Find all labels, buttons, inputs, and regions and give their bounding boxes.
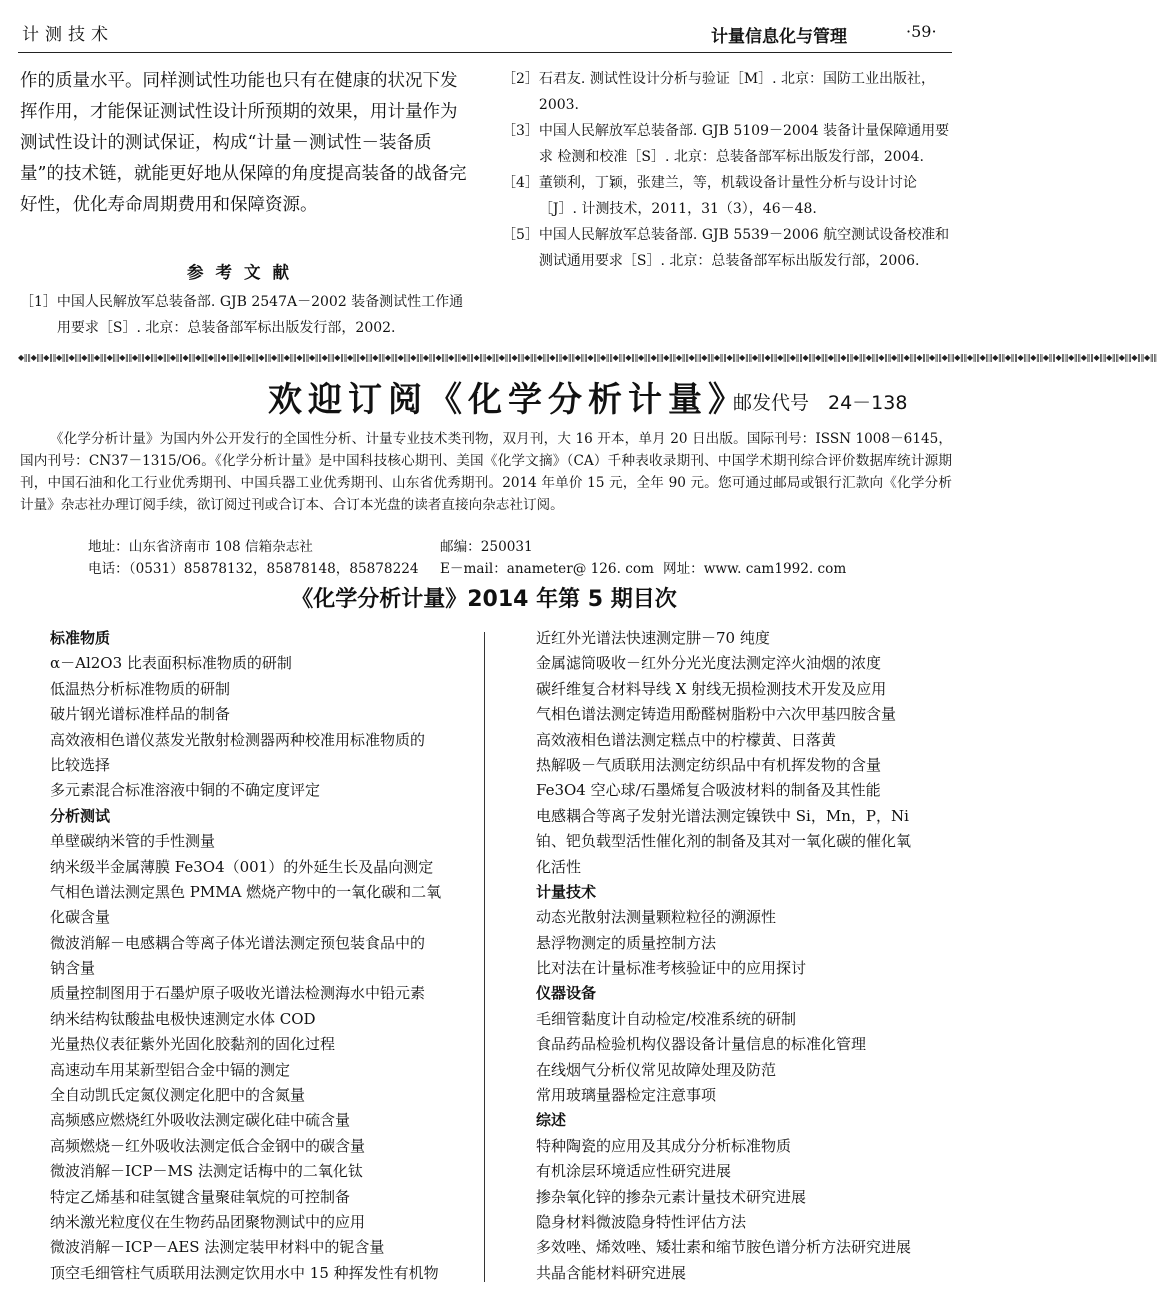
toc-section-heading: 标准物质: [50, 629, 111, 647]
toc-entry: 常用玻璃量器检定注意事项: [536, 1086, 717, 1105]
toc-entry: 气相色谱法测定黑色 PMMA 燃烧产物中的一氧化碳和二氧: [50, 882, 442, 901]
toc-entry: 微波消解－ICP－AES 法测定装甲材料中的铌含量: [50, 1238, 385, 1257]
toc-entry: 光量热仪表征紫外光固化胶黏剂的固化过程: [50, 1035, 336, 1054]
ad-zipcode: 邮编：250031: [440, 539, 533, 555]
toc-entry: 纳米结构钛酸盐电极快速测定水体 COD: [50, 1009, 316, 1028]
toc-section-heading: 分析测试: [50, 806, 111, 825]
toc-entry: 隐身材料微波隐身特性评估方法: [536, 1212, 747, 1231]
reference-item: [502, 118, 952, 170]
toc-entry: 高频感应燃烧红外吸收法测定碳化硅中硫含量: [50, 1111, 351, 1130]
ad-email[interactable]: E－mail：anameter@ 126. com: [440, 561, 654, 577]
toc-entry: 微波消解－电感耦合等离子体光谱法测定预包装食品中的: [50, 933, 426, 952]
toc-entry: 近红外光谱法快速测定肼－70 纯度: [536, 629, 770, 647]
ad-website[interactable]: 网址：www. cam1992. com: [663, 561, 847, 577]
running-head-section: 计量信息化与管理: [711, 27, 847, 47]
toc-title: 《化学分析计量》2014 年第 5 期目次: [291, 587, 677, 612]
article-closing-paragraph: 作的质量水平。同样测试性功能也只有在健康的状况下发挥作用，才能保证测试性设计所预期的效果，用计量作为测试性设计的测试保证，构成“计量－测试性－装备质量”的技术链，就能更好地从保障的角度提高装备的战备完好性，优化寿命周期费用和保障资源。: [20, 71, 467, 215]
reference-number: ［5］: [502, 227, 539, 243]
toc-entry: 比较选择: [50, 755, 111, 774]
toc-entry: 低温热分析标准物质的研制: [50, 679, 231, 698]
reference-item: [20, 289, 468, 341]
toc-entry: 毛细管黏度计自动检定/校准系统的研制: [536, 1009, 797, 1028]
toc-entry: 化活性: [536, 857, 582, 876]
toc-entry: 特种陶瓷的应用及其成分分析标准物质: [536, 1136, 792, 1155]
toc-entry: α－Al2O3 比表面积标准物质的研制: [50, 654, 292, 673]
toc-entry: 气相色谱法测定铸造用酚醛树脂粉中六次甲基四胺含量: [536, 705, 897, 724]
toc-section-heading: 综述: [536, 1111, 567, 1130]
toc-section-heading: 计量技术: [536, 882, 597, 901]
reference-item: [502, 222, 952, 274]
toc-entry: 动态光散射法测量颗粒粒径的溯源性: [536, 908, 777, 927]
reference-item: [502, 170, 952, 222]
ad-postal-code: 邮发代号 24－138: [733, 392, 908, 414]
toc-entry: 钠含量: [50, 959, 96, 978]
toc-entry: 在线烟气分析仪常见故障处理及防范: [536, 1060, 777, 1079]
toc-entry: 有机涂层环境适应性研究进展: [536, 1162, 732, 1181]
toc-section-heading: 仪器设备: [536, 984, 597, 1003]
ad-title: 欢迎订阅《化学分析计量》: [268, 380, 748, 420]
toc-entry: 电感耦合等离子发射光谱法测定镍铁中 Si，Mn，P，Ni: [536, 806, 909, 825]
article-right-column: [502, 66, 952, 274]
toc-entry: 化碳含量: [50, 908, 111, 927]
reference-text: 石君友. 测试性设计分析与验证［M］. 北京：国防工业出版社，2003.: [538, 71, 936, 113]
toc-entry: 单壁碳纳米管的手性测量: [50, 832, 216, 851]
toc-entry: 高效液相色谱仪蒸发光散射检测器两种校准用标准物质的: [50, 730, 426, 749]
toc-entry: 共晶含能材料研究进展: [536, 1263, 687, 1282]
toc-entry: 高速动车用某新型铝合金中镉的测定: [50, 1060, 291, 1079]
toc-entry: 特定乙烯基和硅氢键含量聚硅氧烷的可控制备: [50, 1187, 351, 1206]
toc-entry: 掺杂氧化锌的掺杂元素计量技术研究进展: [536, 1187, 807, 1206]
reference-text: 中国人民解放军总装备部. GJB 2547A－2002 装备测试性工作通用要求［S］. 北京：总装备部军标出版发行部，2002.: [56, 294, 464, 336]
ad-address: 地址：山东省济南市 108 信箱杂志社: [88, 539, 313, 555]
toc-entry: 多元素混合标准溶液中铜的不确定度评定: [50, 781, 321, 800]
toc-right-column: [536, 626, 956, 1286]
toc-entry: 比对法在计量标准考核验证中的应用探讨: [536, 959, 807, 978]
reference-number: ［4］: [502, 175, 539, 191]
toc-entry: 纳米激光粒度仪在生物药品团聚物测试中的应用: [50, 1212, 366, 1231]
toc-entry: 质量控制图用于石墨炉原子吸收光谱法检测海水中铅元素: [50, 984, 426, 1003]
toc-entry: 金属滤筒吸收－红外分光光度法测定淬火油烟的浓度: [536, 654, 882, 673]
reference-text: 中国人民解放军总装备部. GJB 5539－2006 航空测试设备校准和测试通用要求［S］. 北京：总装备部军标出版发行部，2006.: [538, 227, 950, 269]
ad-phone: 电话：（0531）85878132，85878148，85878224: [88, 561, 419, 577]
toc-left-column: [50, 626, 470, 1286]
toc-entry: 悬浮物测定的质量控制方法: [536, 933, 717, 952]
ornamental-divider: ◆‖‖◆‖‖◆‖‖◆‖‖◆‖‖◆‖‖◆‖‖◆‖‖◆‖‖◆‖‖◆‖‖◆‖‖◆‖‖◆‖‖◆‖‖◆‖‖◆‖‖◆‖‖◆‖‖◆‖‖◆‖‖◆‖‖◆‖‖◆‖‖◆‖‖◆‖‖◆‖‖◆‖‖◆‖‖◆‖‖◆‖‖◆‖‖◆‖‖◆‖‖◆‖‖◆‖‖◆‖‖◆‖‖◆‖‖◆‖‖◆‖‖◆‖‖◆‖‖◆‖‖◆‖‖◆‖‖◆‖‖◆‖‖◆‖‖◆‖‖◆‖‖◆‖‖◆‖‖◆‖‖◆‖‖◆‖‖◆‖‖◆‖‖◆‖‖◆‖‖◆‖‖◆‖‖◆‖‖◆‖‖◆‖‖◆‖‖◆‖‖◆‖‖◆‖‖◆‖‖◆‖‖◆‖‖◆‖‖◆‖‖◆‖‖◆‖‖◆‖‖◆‖‖◆‖‖◆‖‖◆‖‖◆‖‖◆‖‖◆‖‖◆‖‖◆‖‖◆‖‖◆‖‖◆‖‖◆‖‖: [18, 353, 1157, 362]
toc-entry: 食品药品检验机构仪器设备计量信息的标准化管理: [536, 1035, 867, 1054]
toc-entry: 全自动凯氏定氮仪测定化肥中的含氮量: [50, 1086, 306, 1105]
toc-entry: 纳米级半金属薄膜 Fe3O4（001）的外延生长及晶向测定: [50, 857, 434, 876]
reference-item: [502, 66, 952, 118]
toc-entry: Fe3O4 空心球/石墨烯复合吸波材料的制备及其性能: [536, 781, 881, 800]
reference-number: ［3］: [502, 123, 539, 139]
toc-entry: 微波消解－ICP－MS 法测定话梅中的二氧化钛: [50, 1162, 363, 1181]
toc-entry: 多效唑、烯效唑、矮壮素和缩节胺色谱分析方法研究进展: [536, 1238, 912, 1257]
ad-body: 《化学分析计量》为国内外公开发行的全国性分析、计量专业技术类刊物，双月刊，大 16 开本，单月 20 日出版。国际刊号：ISSN 1008－6145，国内刊号：CN37－1315/O6。《化学分析计量》是中国科技核心期刊、美国《化学文摘》（CA）千种表收录期刊、中国学术期刊综合评价数据库统计源期刊，中国石油和化工行业优秀期刊、中国兵器工业优秀期刊、山东省优秀期刊。2014 年单价 15 元，全年 90 元。您可通过邮局或银行汇款向《化学分析计量》杂志社办理订阅手续，欲订阅过刊或合订本、合订本光盘的读者直接向杂志社订阅。: [20, 431, 952, 513]
toc-column-divider: [484, 632, 485, 1282]
running-head-journal: 计测技术: [22, 25, 114, 45]
toc-entry: 高频燃烧－红外吸收法测定低合金钢中的碳含量: [50, 1136, 366, 1155]
toc-entry: 顶空毛细管柱气质联用法测定饮用水中 15 种挥发性有机物: [50, 1263, 439, 1282]
header-rule: [18, 52, 952, 53]
toc-entry: 铂、钯负载型活性催化剂的制备及其对一氧化碳的催化氧: [536, 832, 912, 851]
page-number: ·59·: [906, 22, 937, 41]
toc-entry: 热解吸－气质联用法测定纺织品中有机挥发物的含量: [536, 755, 882, 774]
references-heading: 参考文献: [187, 263, 301, 282]
toc-entry: 碳纤维复合材料导线 X 射线无损检测技术开发及应用: [536, 679, 887, 698]
reference-number: ［2］: [502, 71, 539, 87]
article-left-column: [20, 66, 468, 341]
toc-entry: 高效液相色谱法测定糕点中的柠檬黄、日落黄: [536, 730, 837, 749]
reference-number: ［1］: [20, 294, 57, 310]
reference-text: 董锁利，丁颖，张建兰，等，机载设备计量性分析与设计讨论［J］. 计测技术，2011，31（3），46－48.: [538, 175, 917, 217]
reference-text: 中国人民解放军总装备部. GJB 5109－2004 装备计量保障通用要求 检测和校准［S］. 北京：总装备部军标出版发行部，2004.: [538, 123, 950, 165]
toc-entry: 破片钢光谱标准样品的制备: [50, 705, 231, 724]
